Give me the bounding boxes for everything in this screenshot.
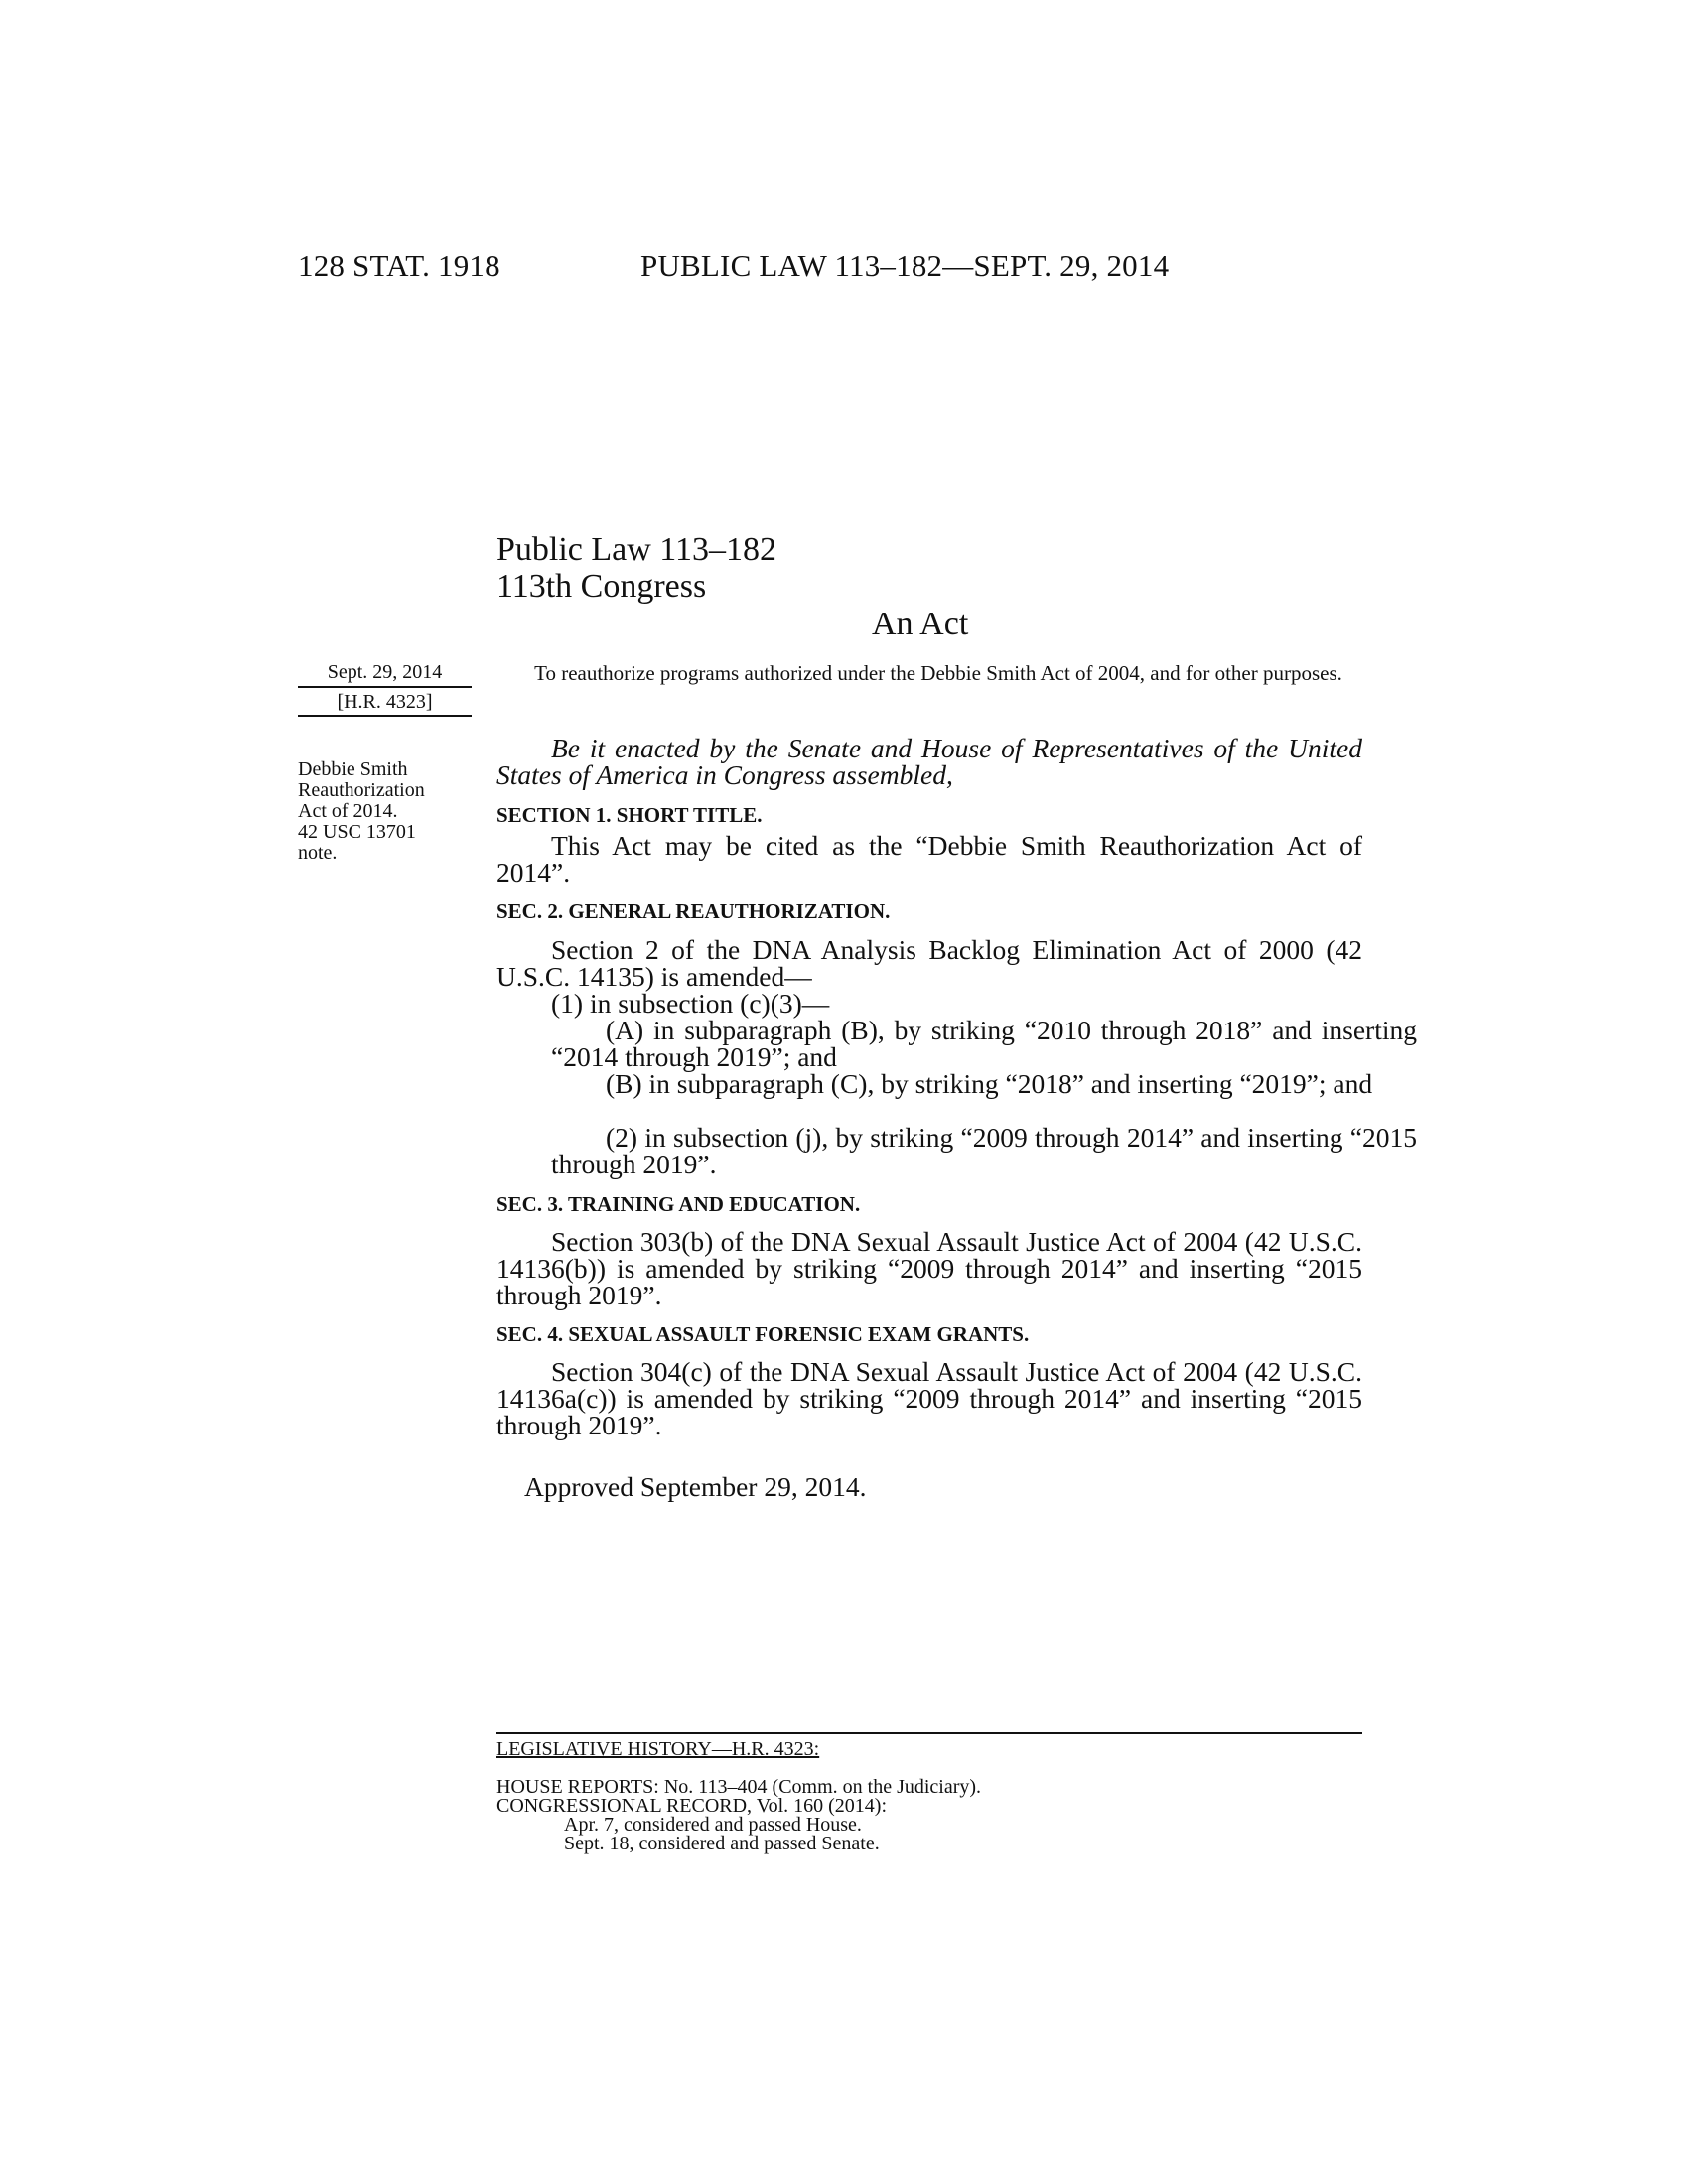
section-4-text: Section 304(c) of the DNA Sexual Assault Justice Act of 2004 (42 U.S.C. 14136a(c)) is amended by striking “2009 through 2014” and inserting “2015 through 2019”. <box>496 1356 1362 1440</box>
section-3-heading: SEC. 3. TRAINING AND EDUCATION. <box>496 1192 861 1216</box>
margin-date: Sept. 29, 2014 <box>327 661 443 683</box>
section-4-heading: SEC. 4. SEXUAL ASSAULT FORENSIC EXAM GRANTS. <box>496 1322 1030 1346</box>
legislative-history-title: LEGISLATIVE HISTORY—H.R. 4323: <box>496 1738 820 1760</box>
legislative-history-body <box>496 1778 981 1853</box>
act-purpose: To reauthorize programs authorized under the Debbie Smith Act of 2004, and for other purposes. <box>534 661 1342 685</box>
enacting-clause: Be it enacted by the Senate and House of Representatives of the United States of America in Congress assembled, <box>496 733 1362 790</box>
side-note-line: 42 USC 13701 <box>298 821 416 843</box>
congressional-record: CONGRESSIONAL RECORD, Vol. 160 (2014): <box>496 1795 887 1817</box>
history-action: Sept. 18, considered and passed Senate. <box>564 1833 880 1854</box>
margin-side-note <box>298 759 487 864</box>
margin-rule-bottom <box>298 715 472 717</box>
congress-number: 113th Congress <box>496 568 707 605</box>
margin-bill-number: [H.R. 4323] <box>337 691 433 713</box>
section-2-paragraph-2: (2) in subsection (j), by striking “2009 through 2014” and inserting “2015 through 2019”. <box>551 1122 1417 1179</box>
section-2-subparagraph-a: (A) in subparagraph (B), by striking “2010 through 2018” and inserting “2014 through 2019”; and <box>551 1015 1417 1072</box>
margin-rule-top <box>298 686 472 688</box>
running-header-law: PUBLIC LAW 113–182—SEPT. 29, 2014 <box>640 248 1170 283</box>
history-action: Apr. 7, considered and passed House. <box>564 1814 862 1836</box>
legislative-history-rule <box>496 1732 1362 1734</box>
section-2-paragraph-1: (1) in subsection (c)(3)— <box>551 988 830 1019</box>
page-reference: 128 STAT. 1918 <box>298 248 500 283</box>
an-act-heading: An Act <box>872 606 969 642</box>
side-note-line: Debbie Smith <box>298 758 408 780</box>
house-reports: HOUSE REPORTS: No. 113–404 (Comm. on the Judiciary). <box>496 1776 982 1798</box>
side-note-line: note. <box>298 842 338 864</box>
side-note-line: Act of 2014. <box>298 800 398 822</box>
law-number: Public Law 113–182 <box>496 531 777 568</box>
section-2-intro: Section 2 of the DNA Analysis Backlog Elimination Act of 2000 (42 U.S.C. 14135) is amended— <box>496 934 1362 992</box>
section-3-text: Section 303(b) of the DNA Sexual Assault Justice Act of 2004 (42 U.S.C. 14136(b)) is amended by striking “2009 through 2014” and inserting “2015 through 2019”. <box>496 1226 1362 1310</box>
section-2-subparagraph-b: (B) in subparagraph (C), by striking “2018” and inserting “2019”; and <box>606 1068 1373 1099</box>
section-2-heading: SEC. 2. GENERAL REAUTHORIZATION. <box>496 899 891 923</box>
section-1-text: This Act may be cited as the “Debbie Smith Reauthorization Act of 2014”. <box>496 830 1362 887</box>
approval-date: Approved September 29, 2014. <box>524 1471 867 1502</box>
section-1-heading: SECTION 1. SHORT TITLE. <box>496 803 763 827</box>
side-note-line: Reauthorization <box>298 779 425 801</box>
